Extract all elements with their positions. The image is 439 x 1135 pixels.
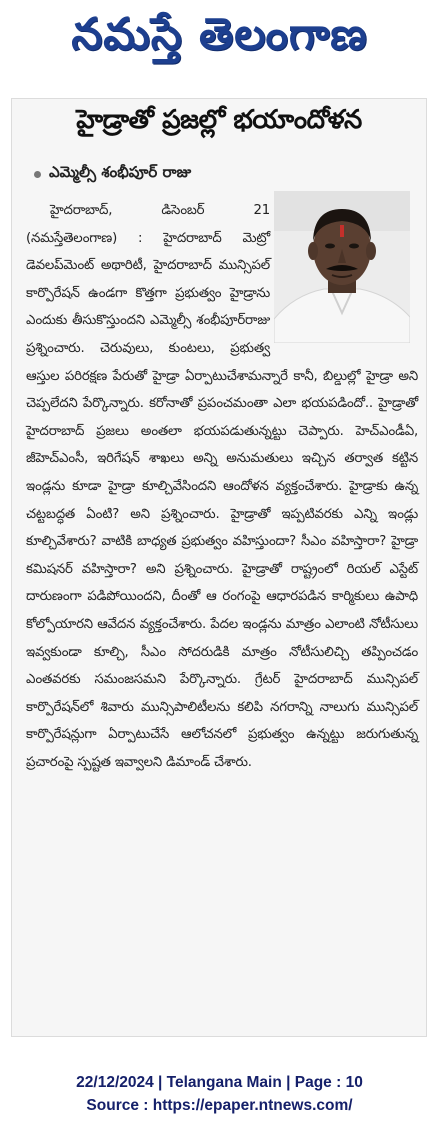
article-body-text: హైదరాబాద్, డిసెంబర్ 21 (నమస్తేతెలంగాణ) : హైదరాబాద్ మెట్రో డెవలప్‌మెంట్ అథారిటీ, హైదరాబాద్ మున్సిపల్ కార్పొరేషన్ ఉండగా కొత్తగా ప్రభుత్వం హైడ్రాను ఎందుకు తీసుకొస్తుందని ఎమ్మెల్సీ శంభీపూర్‌రాజు ప్రశ్నించారు. చెరువులు, కుంటలు, ప్రభుత్వ ఆస్తుల పరిరక్షణ పేరుతో హైడ్రా ఏర్పాటుచేశామన్నారే కానీ, బిల్డుల్లో హైడ్రా అని చెప్పలేదని పేర్కొన్నారు. కరోనాతో ప్రపంచమంతా ఎలా భయపడిందో.. హైడ్రాతో హైదరాబాద్ ప్రజలు అంతలా భయపడుతున్నట్టు చెప్పారు. హెచ్‌ఎండీఏ, జీహెచ్‌ఎంసీ, ఇరిగేషన్ శాఖలు అన్ని అనుమతులు ఇచ్చిన తర్వాత కట్టిన ఇండ్లను కూడా హైడ్రా కూల్చివేసిందని ఆందోళన వ్యక్తంచేశారు. హైడ్రాకు ఉన్న చట్టబద్ధత ఏంటి? అని ప్రశ్నించారు. హైడ్రాతో ఇప్పటివరకు ఎన్ని ఇండ్లు కూల్చివేశారు? వాటికి బాధ్యత ప్రభుత్వం వహిస్తుందా? సీఎం వహిస్తారా? హైడ్రా కమిషనర్ వహిస్తారా? అని ప్రశ్నించారు. హైడ్రాతో రాష్ట్రంలో రియల్ ఎస్టేట్ దారుణంగా పడిపోయిందని, దీంతో ఆ రంగంపై ఆధారపడిన కార్మికులు ఉపాధి కోల్పోయారని ఆవేదన వ్యక్తంచేశారు. పేదల ఇండ్లను మాత్రం ఎలాంటి నోటీసులు ఇవ్వకుండా కూల్చి, సీఎం సోదరుడికి మాత్రం నోటీసులిచ్చి తప్పించడం ఎంతవరకు సమంజసమని పేర్కొన్నారు. గ్రేటర్ హైదరాబాద్ మున్సిపల్ కార్పొరేషన్‌లో శివారు మున్సిపాలిటీలను కలిపి నగరాన్ని నాలుగు మున్సిపల్ కార్పొరేషన్లుగా ఏర్పాటుచేసే ఆలోచనలో ప్రభుత్వం ఉన్నట్టు జరుగుతున్న ప్రచారంపై స్పష్టత ఇవ్వాలని డిమాండ్ చేశారు. — [26, 203, 418, 770]
byline-name: ఎమ్మెల్సీ శంభీపూర్ రాజు — [49, 163, 192, 181]
article-headline: హైడ్రాతో ప్రజల్లో భయాందోళన — [76, 105, 362, 135]
article-byline — [34, 163, 191, 185]
news-clipping — [11, 98, 427, 1037]
photo-spacer — [276, 197, 418, 347]
footer-source: Source : https://epaper.ntnews.com/ — [86, 1097, 353, 1114]
masthead-logo: నమస్తే తెలంగాణ — [71, 9, 368, 60]
bullet-icon — [34, 171, 41, 178]
article-body — [26, 197, 418, 776]
footer-date-edition: 22/12/2024 | Telangana Main | Page : 10 — [76, 1074, 363, 1091]
